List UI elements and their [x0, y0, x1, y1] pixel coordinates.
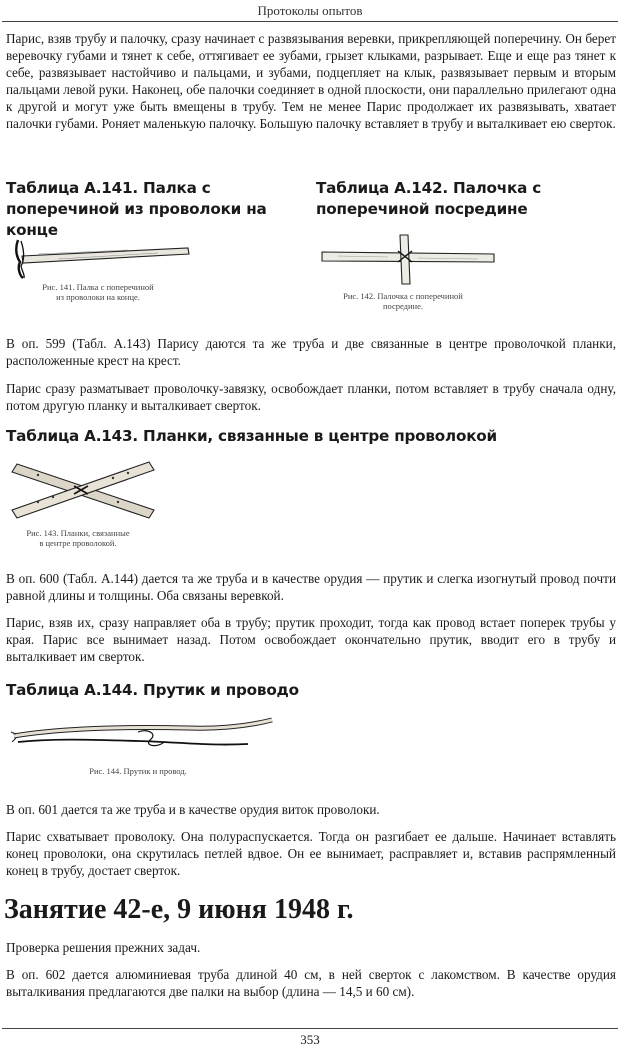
- paragraph-op-601-result: Парис схватывает проволоку. Она полураспускается. Тогда он разгибает ее дальше. Начинает вставлять конец проволоки, она скрутилась петлей вдвое. Он ее вынимает, расправляет и, вставив распрямленный конец в трубу, достает сверток.: [6, 829, 616, 878]
- figure-143-crossed-slats: [8, 458, 158, 558]
- figure-142-stick-with-middle-crossbar: [318, 232, 498, 317]
- table-a143-title: Таблица А.143. Планки, связанные в центре проволокой: [6, 427, 497, 445]
- figure-144-twig-and-wire: [8, 712, 278, 782]
- table-a142-title: Таблица А.142. Палочка с поперечиной посредине: [316, 179, 542, 218]
- figure-142-caption-line2: посредине.: [382, 301, 423, 311]
- figure-141-caption-line2: из проволоки на конце.: [56, 292, 140, 302]
- paragraph-paris-untying: Парис, взяв трубу и палочку, сразу начинает с развязывания веревки, прикрепляющей поперечину. Он берет веревочку губами и тянет к себе, оттягивает ее зубами, грызет клыками, разрывает. Еще и еще раз тянет к себе, развязывает настойчиво и пальцами, и зубами, подцепляет на клык, развязывает первым и вторым пальцами левой руки. Наконец, обе палочки соединяет в одной плоскости, они параллельно прилегают одна к другой и могут уже быть вмещены в трубу. Тем не менее Парис продолжает их развязывать, хватает палочки губами. Роняет маленькую палочку. Большую палочку вставляет в трубу и выталкивает ею сверток.: [6, 31, 616, 131]
- running-header: [0, 0, 620, 22]
- paragraph-check-previous: Проверка решения прежних задач.: [6, 940, 201, 955]
- paragraph-op-599-result: Парис сразу разматывает проволочку-завязку, освобождает планки, потом вставляет в трубу сначала одну, потом другую планку и выталкивает сверток.: [6, 381, 616, 413]
- figure-143-caption-line1: Рис. 143. Планки, связанные: [26, 528, 130, 538]
- paragraph-op-600-result: Парис, взяв их, сразу направляет оба в трубу; прутик проходит, тогда как провод встает поперек трубы у края. Парис все вынимает назад. Потом освобождает окончательно прутик, вводит его в трубу и выталкивает им сверток.: [6, 615, 616, 664]
- figure-141-caption-line1: Рис. 141. Палка с поперечиной: [42, 282, 154, 292]
- session-heading: Занятие 42-е, 9 июня 1948 г.: [4, 894, 354, 925]
- table-a141-title: Таблица А.141. Палка с поперечиной из проволоки на конце: [6, 179, 267, 239]
- stick-with-crossbar-drawing: [8, 232, 198, 282]
- figure-141-stick-with-crossbar: [8, 232, 198, 307]
- crossed-slats-drawing: [8, 458, 158, 520]
- page-number: 353: [300, 1032, 320, 1047]
- stick-with-middle-crossbar-drawing: [318, 232, 498, 287]
- paragraph-op-599: В оп. 599 (Табл. А.143) Парису даются та же труба и две связанные в центре проволочкой планки, расположенные крест на крест.: [6, 336, 616, 368]
- footer-divider: [2, 1028, 618, 1029]
- figure-144-caption: Рис. 144. Прутик и провод.: [89, 766, 187, 776]
- figure-143-caption-line2: в центре проволокой.: [39, 538, 117, 548]
- paragraph-op-600: В оп. 600 (Табл. А.144) дается та же труба и в качестве орудия — прутик и слегка изогнутый провод почти равной длины и толщины. Оба связаны веревкой.: [6, 571, 616, 603]
- running-header-title: Протоколы опытов: [257, 3, 363, 18]
- header-divider: [2, 21, 618, 22]
- twig-and-wire-drawing: [8, 712, 278, 760]
- table-a144-title: Таблица А.144. Прутик и проводо: [6, 681, 299, 699]
- figure-142-caption-line1: Рис. 142. Палочка с поперечиной: [343, 291, 463, 301]
- paragraph-op-602: В оп. 602 дается алюминиевая труба длиной 40 см, в ней сверток с лакомством. В качестве орудия выталкивания предлагаются две палки на выбор (длина — 14,5 и 60 см).: [6, 967, 616, 999]
- paragraph-op-601: В оп. 601 дается та же труба и в качестве орудия виток проволоки.: [6, 802, 380, 817]
